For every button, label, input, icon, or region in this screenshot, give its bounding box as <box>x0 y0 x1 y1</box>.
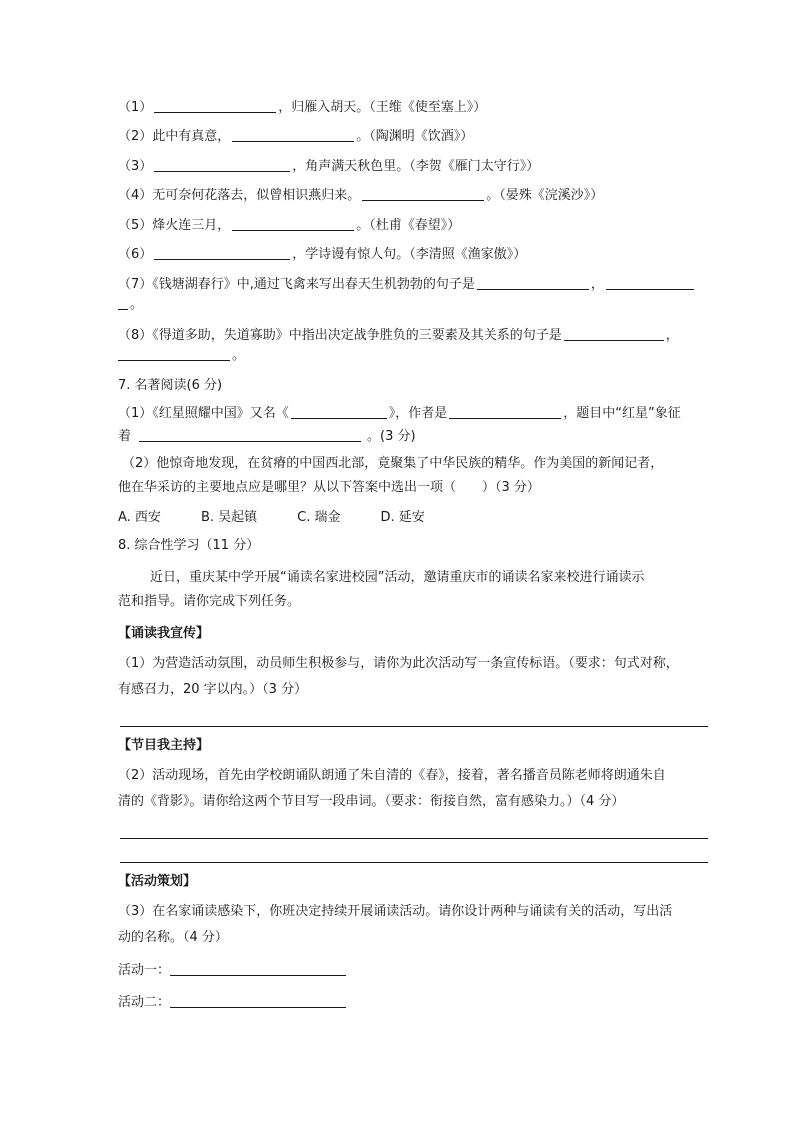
section8-title: 8. 综合性学习（11 分） <box>118 538 260 553</box>
q1-blank[interactable] <box>154 99 276 113</box>
poetry-q8 <box>118 327 679 345</box>
q3-text: ，角声满天秋色里。（李贺《雁门太守行》） <box>292 159 540 174</box>
q5-text-before: （5）烽火连三月， <box>118 218 231 233</box>
q8-text: （8）《得道多助，失道寡助》中指出决定战争胜负的三要素及其关系的句子是 <box>118 328 562 343</box>
option-c[interactable]: C. 瑞金 <box>297 510 341 525</box>
activity-1-label: 活动一： <box>118 963 171 978</box>
s7-q1-cont <box>118 428 416 446</box>
q4-blank[interactable] <box>362 187 484 201</box>
s7-q2-line1: （2）他惊奇地发现，在贫瘠的中国西北部，竟聚集了中华民族的精华。作为美国的新闻记者， <box>122 456 664 471</box>
s8-heading-promotion: 【诵读我宣传】 <box>118 626 210 641</box>
s8-t2-line2: 清的《背影》。请你给这两个节目写一段串词。（要求：衔接自然，富有感染力。）（4 分） <box>118 794 625 809</box>
s7-q1-text-b: 》，作者是 <box>388 406 448 421</box>
q6-text: ，学诗谩有惊人句。（李清照《渔家傲》） <box>292 247 527 262</box>
section7-title: 7. 名著阅读(6 分) <box>118 378 223 393</box>
q6-blank[interactable] <box>154 246 290 260</box>
q1-number: （1） <box>118 100 153 115</box>
poetry-q6 <box>118 246 526 264</box>
q2-text-before: （2）此中有真意， <box>118 129 231 144</box>
q2-text-after: 。（陶渊明《饮酒》） <box>356 129 474 144</box>
q8-separator: ， <box>665 328 679 343</box>
s7-q2-line2: 他在华采访的主要地点应是哪里？从以下答案中选出一项（ ）（3 分） <box>118 480 540 495</box>
s8-t1-line2: 有感召力，20 字以内。）（3 分） <box>118 682 308 697</box>
s7-q1-text-d: 着 <box>118 429 132 444</box>
q8-blank-1[interactable] <box>564 327 664 341</box>
q6-number: （6） <box>118 247 153 262</box>
q3-number: （3） <box>118 159 153 174</box>
s7-q1 <box>118 405 681 423</box>
q2-blank[interactable] <box>232 128 354 142</box>
q1-text: ，归雁入胡天。（王维《使至塞上》） <box>278 100 487 115</box>
q5-text-after: 。（杜甫《春望》） <box>356 218 461 233</box>
s8-intro-line1: 近日，重庆某中学开展“诵读名家进校园”活动，邀请重庆市的诵读名家来校进行诵读示 <box>150 570 645 585</box>
s8-t3-line2: 动的名称。（4 分） <box>118 930 228 945</box>
s8-t3-line1: （3）在名家诵读感染下，你班决定持续开展诵读活动。请你设计两种与诵读有关的活动，写出活 <box>118 904 673 919</box>
s8-activity-2 <box>118 994 348 1012</box>
s8-intro-line2: 范和指导。请你完成下列任务。 <box>118 594 301 609</box>
q7-blank-2-cont[interactable] <box>118 296 128 310</box>
q5-blank[interactable] <box>232 217 354 231</box>
s8-heading-plan: 【活动策划】 <box>118 874 197 889</box>
s8-t2-answer-line-1[interactable] <box>120 838 708 839</box>
q7-end: 。 <box>130 297 144 312</box>
q4-text-before: （4）无可奈何花落去，似曾相识燕归来。 <box>118 188 361 203</box>
s8-t2-line1: （2）活动现场，首先由学校朗诵队朗通了朱自清的《春》，接着，著名播音员陈老师将朗通朱自 <box>118 768 666 783</box>
poetry-q1 <box>118 99 486 117</box>
q8-end: 。 <box>232 348 246 363</box>
s8-heading-host: 【节目我主持】 <box>118 738 210 753</box>
s7-q1-text-e: 。(3 分) <box>367 429 416 444</box>
q7-blank-2[interactable] <box>606 276 694 290</box>
activity-2-blank[interactable] <box>170 994 346 1008</box>
q4-text-after: 。（晏殊《浣溪沙》） <box>486 188 604 203</box>
option-a[interactable]: A. 西安 <box>118 510 161 525</box>
poetry-q7-cont <box>118 296 143 314</box>
s8-t1-answer-line[interactable] <box>120 726 708 727</box>
option-b[interactable]: B. 吴起镇 <box>200 510 258 525</box>
q7-text: （7）《钱塘湖春行》中,通过飞禽来写出春天生机勃勃的句子是 <box>118 277 475 292</box>
poetry-q2 <box>118 128 473 146</box>
poetry-q3 <box>118 158 539 176</box>
s8-t2-answer-line-2[interactable] <box>120 862 708 863</box>
s7-q1-text-a: （1）《红星照耀中国》又名《 <box>118 406 289 421</box>
s8-activity-1 <box>118 962 348 980</box>
s7-q2-options <box>118 509 465 527</box>
s7-q1-blank-author[interactable] <box>449 405 561 419</box>
poetry-q7 <box>118 276 696 294</box>
poetry-q5 <box>118 217 460 235</box>
s7-q1-blank-alias[interactable] <box>291 405 387 419</box>
q7-blank-1[interactable] <box>477 276 589 290</box>
q7-separator: ， <box>590 277 604 292</box>
activity-2-label: 活动二： <box>118 995 171 1010</box>
poetry-q8-cont <box>118 347 245 365</box>
q8-blank-2[interactable] <box>118 347 230 361</box>
s7-q1-blank-symbol[interactable] <box>139 428 361 442</box>
q3-blank[interactable] <box>154 158 290 172</box>
option-d[interactable]: D. 延安 <box>380 510 425 525</box>
poetry-q4 <box>118 187 603 205</box>
activity-1-blank[interactable] <box>170 962 346 976</box>
s7-q1-text-c: ，题目中“红星”象征 <box>563 406 681 421</box>
s8-t1-line1: （1）为营造活动氛围，动员师生积极参与，请你为此次活动写一条宣传标语。（要求：句式对称， <box>118 656 679 671</box>
